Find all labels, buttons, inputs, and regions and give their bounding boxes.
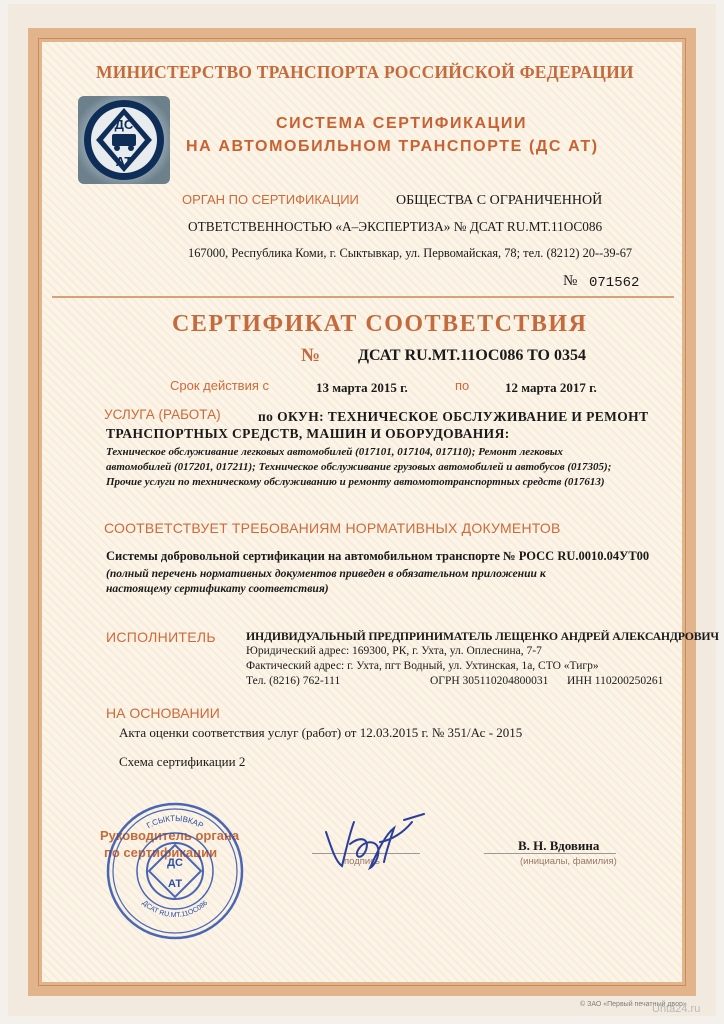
certificate-title: СЕРТИФИКАТ СООТВЕТСТВИЯ [172,311,588,337]
head-of-body-label-line1: Руководитель органа [100,828,240,843]
organ-address: 167000, Республика Коми, г. Сыктывкар, ул. Первомайская, 78; тел. (8212) 20--39-67 [188,246,633,260]
form-number-label: № [563,273,578,289]
executor-phone: Тел. (8216) 762-111 [246,675,341,687]
service-label: УСЛУГА (РАБОТА) [104,407,221,422]
signatory-name: В. Н. Вдовина [518,838,600,853]
system-title-line2: НА АВТОМОБИЛЬНОМ ТРАНСПОРТЕ (ДС АТ) [186,138,599,155]
organ-label: ОРГАН ПО СЕРТИФИКАЦИИ [182,192,359,207]
logo-text-bottom: АТ [115,154,133,169]
executor-legal-address: Юридический адрес: 169300, РК, г. Ухта, ул. Оплеснина, 7-7 [246,645,542,657]
head-of-body-label-line2: по сертификации [104,845,218,860]
executor-actual-address: Фактический адрес: г. Ухта, пгт Водный, ул. Ухтинская, 1а, СТО «Тигр» [246,660,599,672]
executor-label: ИСПОЛНИТЕЛЬ [106,629,216,645]
printer-credit: © ЗАО «Первый печатный двор» [580,1001,687,1008]
certificate-number-label: № [301,345,321,366]
ministry-title: МИНИСТЕРСТВО ТРАНСПОРТА РОССИЙСКОЙ ФЕДЕРАЦИИ [96,62,634,82]
form-number: 071562 [589,275,640,291]
requirements-label: СООТВЕТСТВУЕТ ТРЕБОВАНИЯМ НОРМАТИВНЫХ ДОКУМЕНТОВ [104,520,561,536]
basis-label: НА ОСНОВАНИИ [106,705,220,721]
ds-at-logo [74,92,174,188]
site-watermark: Uhta24.ru [652,1003,701,1015]
handwritten-signature [320,810,430,872]
requirements-note-line: (полный перечень нормативных документов приведен в обязательном приложении к [106,567,546,580]
certification-scheme: Схема сертификации 2 [119,754,246,769]
organ-name-line2: ОТВЕТСТВЕННОСТЬЮ «А–ЭКСПЕРТИЗА» № ДСАТ RU.MT.11OC086 [188,219,603,234]
organ-name-line1: ОБЩЕСТВА С ОГРАНИЧЕННОЙ [396,193,603,208]
executor-ogrn: ОГРН 305110204800031 [430,675,549,687]
signature-caption: подпись [344,856,380,867]
service-detail-line: Техническое обслуживание легковых автомобилей (017101, 017104, 017110); Ремонт легковых [106,446,563,458]
logo-text-top: ДС [114,117,134,132]
system-title-line1: СИСТЕМА СЕРТИФИКАЦИИ [276,115,528,132]
service-heading-line2: ТРАНСПОРТНЫХ СРЕДСТВ, МАШИН И ОБОРУДОВАНИЯ: [106,426,510,441]
name-caption: (инициалы, фамилия) [520,856,617,867]
service-heading-line1: по ОКУН: ТЕХНИЧЕСКОЕ ОБСЛУЖИВАНИЕ И РЕМОНТ [258,409,649,424]
official-stamp [104,800,246,942]
truck-icon [112,134,136,146]
valid-from-label: Срок действия с [170,378,269,393]
stamp-center-top: ДС [167,857,183,869]
valid-to-label: по [455,378,470,393]
executor-name: ИНДИВИДУАЛЬНЫЙ ПРЕДПРИНИМАТЕЛЬ ЛЕЩЕНКО АНДРЕЙ АЛЕКСАНДРОВИЧ [246,629,719,643]
svg-text:Г.СЫКТЫВКАР [145,814,205,830]
requirements-note-line: настоящему сертификату соответствия) [106,582,329,595]
service-detail-line: Прочие услуги по техническому обслуживанию и ремонту автомототранспортных средств (017613) [106,476,605,488]
stamp-city: Г.СЫКТЫВКАР [144,813,205,831]
valid-to-date: 12 марта 2017 г. [505,380,597,395]
section-divider [52,296,674,298]
requirements-text: Системы добровольной сертификации на автомобильном транспорте № РОСС RU.0010.04УТ00 [106,549,650,563]
stamp-center-bottom: АТ [167,878,183,890]
executor-inn: ИНН 110200250261 [567,675,664,687]
valid-from-date: 13 марта 2015 г. [316,380,408,395]
stamp-code: ДСАТ RU.MT.11OC086 [140,899,210,920]
certificate-number: ДСАТ RU.MT.11OC086 TO 0354 [358,347,586,364]
service-detail-line: автомобилей (017201, 017211); Техническое обслуживание грузовых автомобилей и автобусов (017305); [106,461,612,473]
basis-text: Акта оценки соответствия услуг (работ) от 12.03.2015 г. № 351/Ас - 2015 [119,725,523,740]
